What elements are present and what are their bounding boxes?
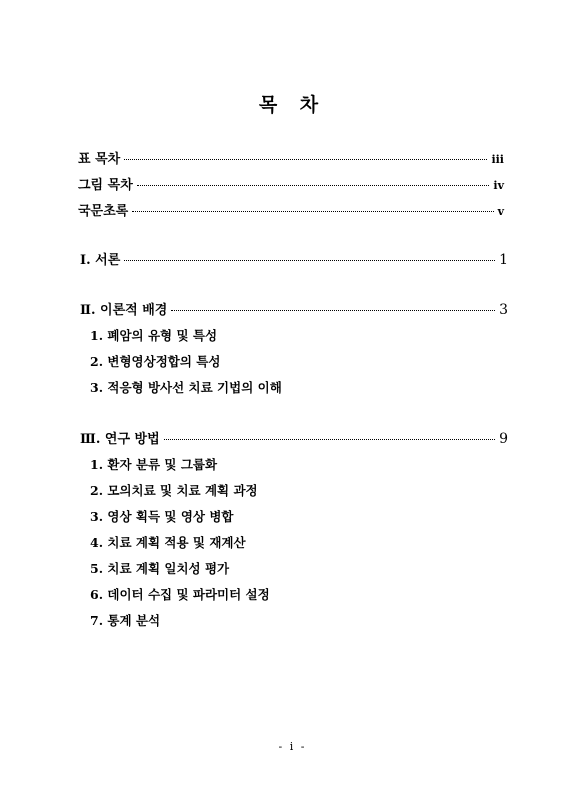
toc-page-number: 1 — [499, 252, 508, 268]
dot-leader — [124, 159, 487, 160]
toc-section-entry[interactable]: 2. 변형영상정합의 특성 — [90, 354, 221, 369]
toc-entry-list-of-tables[interactable] — [78, 148, 504, 167]
toc-section-entry[interactable]: 3. 적응형 방사선 치료 기법의 이해 — [90, 380, 282, 395]
toc-entry-chapter-2[interactable] — [80, 299, 508, 318]
toc-page-number: v — [497, 205, 504, 218]
toc-entry-chapter-1[interactable] — [80, 249, 508, 268]
toc-section-entry[interactable]: 2. 모의치료 및 치료 계획 과정 — [90, 483, 258, 498]
dot-leader — [171, 310, 495, 311]
toc-section-entry[interactable]: 4. 치료 계획 적용 및 재계산 — [90, 535, 246, 550]
toc-section-entry[interactable]: 1. 환자 분류 및 그룹화 — [90, 457, 218, 472]
page-title: 목 차 — [258, 94, 327, 116]
toc-section-entry[interactable]: 7. 통계 분석 — [90, 613, 161, 628]
toc-entry-label: 국문초록 — [78, 204, 129, 219]
toc-page-number: iii — [491, 153, 504, 166]
toc-chapter-label: Ⅰ. 서론 — [80, 253, 121, 268]
toc-page-number: iv — [493, 179, 504, 192]
dot-leader — [132, 211, 493, 212]
toc-section-entry[interactable]: 6. 데이터 수집 및 파라미터 설정 — [90, 587, 270, 602]
toc-section-entry[interactable]: 1. 폐암의 유형 및 특성 — [90, 328, 218, 343]
toc-entry-korean-abstract[interactable] — [78, 200, 504, 219]
toc-chapter-label: Ⅱ. 이론적 배경 — [80, 303, 168, 318]
toc-entry-chapter-3[interactable] — [80, 428, 508, 447]
page-footer-number: - i - — [278, 740, 307, 753]
toc-chapter-label: Ⅲ. 연구 방법 — [80, 432, 160, 447]
dot-leader — [137, 185, 490, 186]
toc-entry-list-of-figures[interactable] — [78, 174, 504, 193]
dot-leader — [124, 260, 495, 261]
toc-entry-label: 표 목차 — [78, 152, 121, 167]
toc-page-number: 9 — [499, 431, 508, 447]
toc-section-entry[interactable]: 5. 치료 계획 일치성 평가 — [90, 561, 230, 576]
dot-leader — [164, 439, 495, 440]
toc-page-number: 3 — [499, 302, 508, 318]
toc-entry-label: 그림 목차 — [78, 178, 133, 193]
toc-section-entry[interactable]: 3. 영상 획득 및 영상 병합 — [90, 509, 234, 524]
